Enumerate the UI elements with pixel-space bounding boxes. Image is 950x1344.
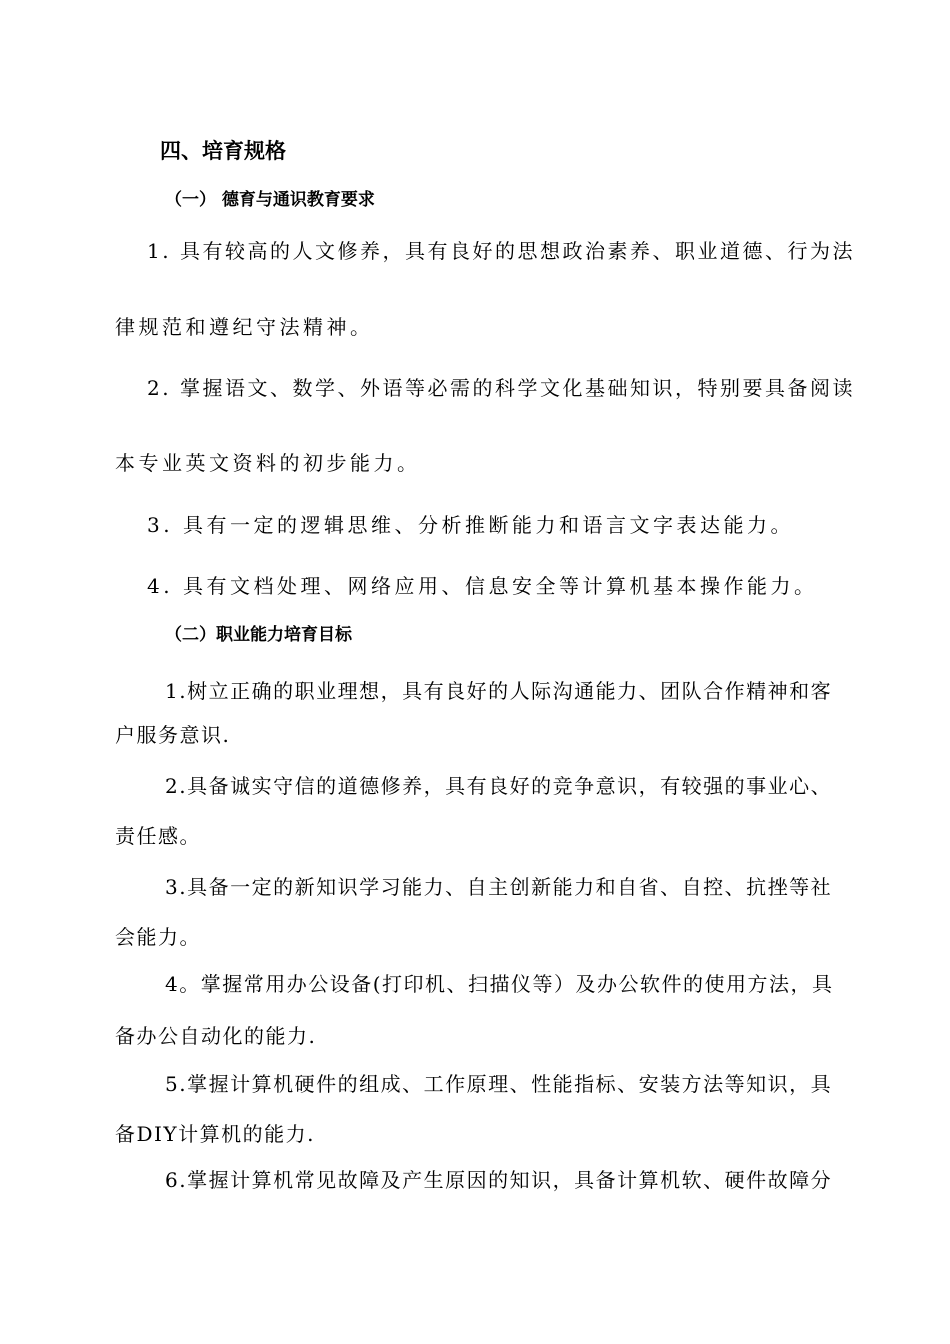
paragraph-line: 备办公自动化的能力. — [115, 1024, 317, 1048]
paragraph-line: 4. 具有文档处理、网络应用、信息安全等计算机基本操作能力。 — [147, 574, 818, 598]
paragraph-line: 本专业英文资料的初步能力。 — [115, 451, 421, 475]
paragraph-line: 户服务意识. — [115, 723, 231, 747]
paragraph-line: 责任感。 — [115, 824, 201, 848]
subsection-title-vocational-ability: （二）职业能力培育目标 — [165, 625, 352, 645]
paragraph-line: 律规范和遵纪守法精神。 — [115, 315, 374, 339]
paragraph-line: 6.掌握计算机常见故障及产生原因的知识，具备计算机软、硬件故障分 — [165, 1168, 833, 1192]
paragraph-line: 会能力。 — [115, 925, 201, 949]
section-heading: 四、培育规格 — [160, 139, 286, 163]
paragraph-line: 3.具备一定的新知识学习能力、自主创新能力和自省、自控、抗挫等社 — [165, 875, 833, 899]
paragraph-line: 1. 具有较高的人文修养，具有良好的思想政治素养、职业道德、行为法 — [147, 239, 855, 263]
subsection-title-moral-education: （一） 德育与通识教育要求 — [165, 190, 375, 210]
paragraph-line: 1.树立正确的职业理想，具有良好的人际沟通能力、团队合作精神和客 — [165, 679, 833, 703]
paragraph-line: 5.掌握计算机硬件的组成、工作原理、性能指标、安装方法等知识，具 — [165, 1072, 833, 1096]
paragraph-line: 4。掌握常用办公设备(打印机、扫描仪等）及办公软件的使用方法，具 — [165, 972, 834, 996]
paragraph-line: 2.具备诚实守信的道德修养，具有良好的竞争意识，有较强的事业心、 — [165, 774, 833, 798]
paragraph-line: 3. 具有一定的逻辑思维、分析推断能力和语言文字表达能力。 — [147, 513, 794, 537]
paragraph-line: 备DIY计算机的能力. — [115, 1122, 315, 1146]
paragraph-line: 2. 掌握语文、数学、外语等必需的科学文化基础知识，特别要具备阅读 — [147, 376, 855, 400]
